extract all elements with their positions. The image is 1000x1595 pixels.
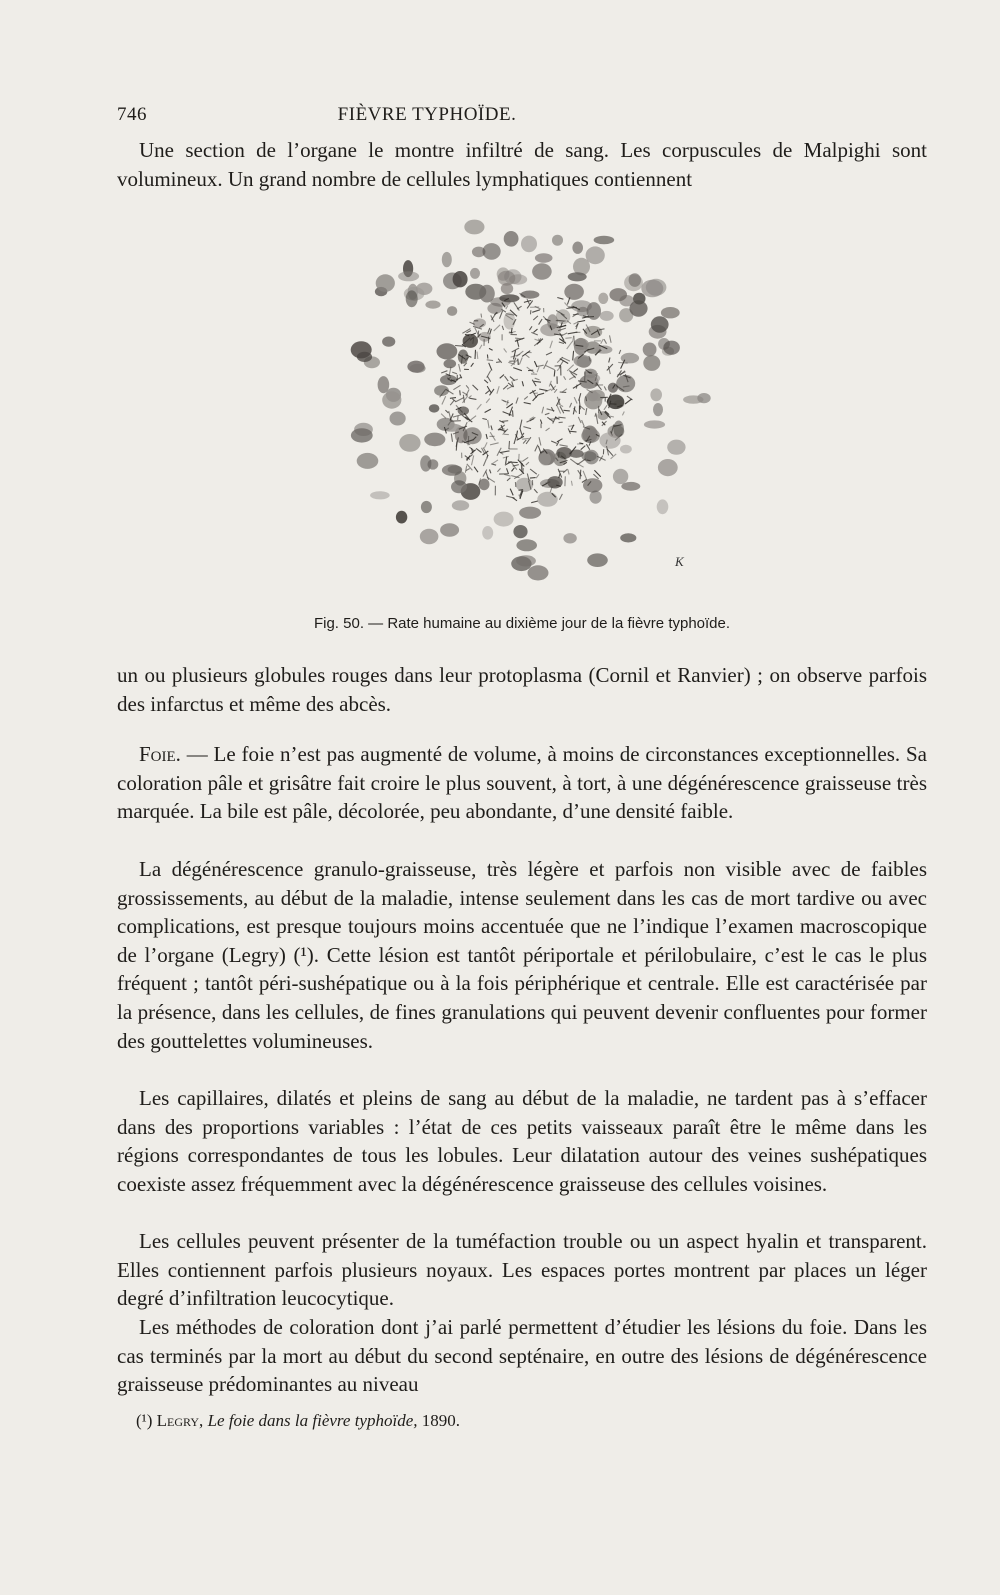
footnote-marker: (¹) [136, 1411, 153, 1430]
lymph-cell-mark [498, 271, 516, 286]
bacillus-rod-mark [513, 368, 522, 371]
running-title: FIÈVRE TYPHOÏDE. [337, 104, 517, 125]
bacillus-rod-mark [489, 363, 492, 371]
lymph-cell-mark [520, 291, 539, 299]
bacillus-rod-mark [516, 398, 518, 404]
bacillus-rod-mark [576, 385, 577, 389]
bacillus-rod-mark [582, 420, 585, 426]
bacillus-rod-mark [450, 400, 454, 405]
bacillus-rod-mark [607, 364, 613, 371]
lymph-cell-mark [620, 533, 636, 542]
bacillus-rod-mark [488, 376, 491, 381]
lymph-cell-mark [511, 556, 531, 571]
lymph-cell-mark [370, 491, 390, 499]
bacillus-rod-mark [455, 398, 464, 402]
bacillus-rod-mark [534, 489, 537, 493]
bacillus-rod-mark [466, 385, 469, 388]
lymph-cell-mark [598, 293, 608, 304]
lymph-cell-mark [643, 343, 657, 357]
bacillus-rod-mark [559, 452, 560, 458]
bacillus-rod-mark [565, 338, 571, 339]
bacillus-rod-mark [452, 372, 457, 374]
lymph-cell-mark [376, 274, 395, 292]
bacillus-rod-mark [487, 355, 488, 359]
bacillus-rod-mark [560, 445, 568, 447]
lymph-cell-mark [587, 553, 608, 567]
lymph-cell-mark [382, 337, 395, 347]
bacillus-rod-mark [504, 474, 510, 476]
bacillus-rod-mark [574, 397, 577, 403]
lymph-cell-mark [452, 500, 469, 510]
bacillus-rod-mark [486, 434, 487, 439]
lymph-cell-mark [650, 388, 662, 401]
bacillus-rod-mark [455, 346, 464, 347]
bacillus-rod-mark [564, 410, 570, 411]
lymph-cell-mark [661, 307, 680, 318]
bacillus-rod-mark [540, 420, 542, 424]
bacillus-rod-mark [586, 408, 587, 415]
bacillus-rod-mark [536, 365, 544, 367]
bacillus-rod-mark [519, 357, 522, 364]
bacillus-rod-mark [451, 434, 452, 442]
bacillus-rod-mark [539, 319, 543, 325]
bacillus-rod-mark [551, 407, 553, 412]
bacillus-rod-mark [520, 428, 522, 435]
lymph-cell-mark [552, 235, 563, 246]
bacillus-rod-mark [488, 328, 490, 334]
lymph-cell-mark [386, 388, 401, 402]
bacillus-rod-mark [523, 440, 526, 444]
bacillus-rod-mark [531, 501, 538, 503]
footnote [136, 1411, 460, 1431]
lymph-cell-mark [521, 236, 537, 253]
bacillus-rod-mark [529, 326, 532, 330]
bacillus-rod-mark [469, 416, 477, 422]
lymph-cell-mark [425, 301, 440, 309]
bacillus-rod-mark [551, 441, 557, 443]
bacillus-rod-mark [484, 442, 487, 448]
bacillus-rod-mark [451, 421, 461, 422]
bacillus-rod-mark [441, 414, 446, 419]
lymph-cell-mark [653, 403, 663, 416]
bacillus-rod-mark [453, 385, 460, 389]
bacillus-rod-mark [496, 362, 500, 363]
bacillus-rod-mark [574, 369, 578, 372]
lymph-cell-mark [586, 246, 605, 264]
bacillus-rod-mark [593, 474, 598, 479]
engraver-signature: K [675, 554, 684, 569]
lymph-cell-mark [470, 268, 480, 279]
bacillus-rod-mark [510, 489, 513, 496]
bacillus-rod-mark [490, 329, 492, 335]
lymph-cell-mark [657, 499, 669, 514]
bacillus-rod-mark [481, 314, 482, 318]
lymph-cell-mark [378, 376, 390, 393]
bacillus-rod-mark [550, 341, 553, 349]
bacillus-rod-mark [512, 468, 515, 472]
bacillus-rod-mark [559, 361, 563, 368]
bacillus-rod-mark [502, 326, 503, 330]
bacillus-rod-mark [539, 389, 547, 391]
bacillus-rod-mark [534, 393, 538, 394]
bacillus-rod-mark [497, 448, 501, 456]
bacillus-rod-mark [474, 467, 478, 473]
bacillus-rod-mark [468, 396, 471, 399]
bacillus-rod-mark [534, 381, 541, 382]
bacillus-rod-mark [622, 412, 624, 416]
bacillus-rod-mark [544, 361, 548, 369]
bacillus-rod-mark [522, 438, 529, 439]
bacillus-rod-mark [471, 363, 474, 367]
bacillus-rod-mark [539, 393, 544, 395]
section-label-liver: Foie. [139, 742, 181, 766]
bacillus-rod-mark [570, 403, 572, 408]
bacillus-rod-mark [578, 459, 586, 465]
lymph-cell-mark [464, 220, 484, 235]
bacillus-rod-mark [535, 378, 540, 380]
bacillus-rod-mark [573, 314, 579, 315]
bacillus-rod-mark [530, 478, 536, 479]
lymph-cell-mark [453, 271, 468, 287]
bacillus-rod-mark [546, 428, 550, 431]
lymph-cell-mark [573, 338, 588, 350]
bacillus-rod-mark [604, 339, 607, 344]
bacillus-rod-mark [531, 332, 537, 335]
bacillus-rod-mark [484, 380, 488, 383]
lymph-cell-mark [563, 533, 576, 543]
lymph-cell-mark [535, 253, 553, 263]
lymph-cell-mark [643, 355, 660, 371]
lymph-cell-mark [420, 529, 439, 544]
bacillus-rod-mark [569, 431, 576, 432]
bacillus-rod-mark [507, 478, 510, 481]
bacillus-rod-mark [577, 321, 585, 323]
lymph-cell-mark [399, 434, 420, 452]
bacillus-rod-mark [532, 380, 536, 386]
lymph-cell-mark [351, 341, 372, 358]
bacillus-rod-mark [503, 456, 509, 458]
bacillus-rod-mark [604, 405, 607, 410]
lymph-cell-mark [396, 511, 407, 524]
spleen-microscopy-illustration [335, 218, 715, 590]
lymph-cell-mark [421, 501, 432, 513]
bacillus-rod-mark [442, 396, 446, 404]
bacillus-rod-mark [601, 339, 604, 344]
bacillus-rod-mark [580, 470, 581, 480]
bacillus-rod-mark [596, 383, 602, 390]
lymph-cell-mark [616, 375, 635, 392]
lymph-cell-mark [641, 280, 663, 298]
lymph-cell-mark [390, 412, 406, 426]
bacillus-rod-mark [453, 415, 462, 418]
lymph-cell-mark [351, 428, 373, 442]
paragraph-cells: Les cellules peuvent présenter de la tuméfaction trouble ou un aspect hyalin et transparent. Elles contiennent parfois plusieurs noyaux. Les espaces portes montrent par places un léger degré d’infiltration leucocytique. [117, 1229, 927, 1311]
lymph-cell-mark [444, 359, 457, 368]
bacillus-rod-mark [559, 342, 564, 344]
paragraph-staining: Les méthodes de coloration dont j’ai parlé permettent d’étudier les lésions du foie. Dans les cas terminés par la mort au début du second septénaire, en outre des lésions de dégénérescence graisseuse prédominantes au niveau [117, 1315, 927, 1397]
bacillus-rod-mark [456, 441, 457, 450]
bacillus-rod-mark [502, 421, 508, 422]
bacillus-rod-mark [504, 349, 507, 353]
lymph-cell-mark [513, 525, 527, 538]
bacillus-rod-mark [533, 316, 538, 320]
lymph-cell-mark [407, 361, 424, 373]
bacillus-rod-mark [535, 339, 539, 341]
bacillus-rod-mark [475, 350, 476, 359]
lymph-cell-mark [590, 491, 602, 504]
bacillus-rod-mark [485, 409, 491, 412]
paragraph-liver [117, 740, 927, 826]
lymph-cell-mark [577, 307, 588, 317]
bacillus-rod-mark [483, 459, 486, 466]
bacillus-rod-mark [494, 325, 500, 331]
bacillus-rod-mark [583, 471, 587, 480]
lymph-cell-mark [479, 285, 495, 303]
lymph-cell-mark [429, 404, 440, 412]
footnote-author: Legry, [156, 1411, 204, 1430]
bacillus-rod-mark [578, 417, 581, 423]
lymph-cell-mark [658, 459, 678, 476]
bacillus-rod-mark [485, 390, 489, 393]
bacillus-rod-mark [507, 468, 509, 474]
lymph-cell-mark [564, 284, 584, 300]
lymph-cell-mark [398, 271, 419, 281]
bacillus-rod-mark [521, 461, 522, 470]
lymph-cell-mark [442, 252, 452, 267]
lymph-cell-mark [516, 539, 537, 551]
bacillus-rod-mark [460, 390, 461, 395]
bacillus-rod-mark [522, 457, 528, 461]
bacillus-rod-mark [545, 413, 550, 415]
bacillus-rod-mark [487, 360, 493, 361]
spleen-microscopy-figure [335, 218, 715, 590]
footnote-title: Le foie dans la fièvre typhoïde, [207, 1411, 418, 1430]
bacillus-rod-mark [445, 410, 448, 413]
bacillus-rod-mark [526, 462, 529, 465]
lymph-cell-mark [620, 445, 632, 454]
lymph-cell-mark [613, 469, 628, 484]
bacillus-rod-mark [570, 459, 578, 465]
bacillus-rod-mark [557, 439, 563, 442]
paragraph-capillaries: Les capillaires, dilatés et pleins de sang au début de la maladie, ne tardent pas à s’effacer dans des proportions variables : l’état de ces petits vaisseaux paraît être le même dans les régions correspondantes de tous les lobules. Leur dilatation autour des veines sushépatiques coexiste assez fréquemment avec la dégénérescence graisseuse des cellules voisines. [117, 1086, 927, 1196]
bacillus-rod-mark [574, 322, 578, 324]
bacillus-rod-mark [537, 367, 539, 372]
bacillus-rod-mark [619, 350, 621, 354]
lymph-cell-mark [532, 263, 552, 280]
bacillus-rod-mark [477, 352, 478, 359]
lymph-cell-mark [424, 433, 445, 447]
bacillus-rod-mark [488, 420, 489, 428]
bacillus-rod-mark [490, 470, 491, 474]
bacillus-rod-mark [610, 335, 612, 342]
bacillus-rod-mark [524, 403, 531, 404]
bacillus-rod-mark [581, 446, 586, 450]
bacillus-rod-mark [491, 426, 492, 431]
lymph-cell-mark [537, 492, 557, 507]
bacillus-rod-mark [524, 396, 528, 399]
lymph-cell-mark [572, 242, 583, 254]
paragraph-spleen-continued: un ou plusieurs globules rouges dans leur protoplasma (Cornil et Ranvier) ; on observe parfois des infarctus et même des abcès. [117, 663, 927, 716]
lymph-cell-mark [483, 243, 501, 260]
bacillus-rod-mark [514, 436, 516, 444]
footnote-year: 1890. [421, 1411, 460, 1430]
lymph-cell-mark [440, 523, 459, 536]
bacillus-rod-mark [486, 399, 490, 403]
bacillus-rod-mark [497, 468, 500, 471]
bacillus-rod-mark [522, 381, 523, 386]
lymph-cell-mark [584, 326, 602, 338]
bacillus-rod-mark [595, 413, 596, 417]
bacillus-rod-mark [564, 376, 566, 380]
bacillus-rod-mark [525, 355, 529, 358]
bacillus-rod-mark [506, 496, 514, 498]
bacillus-rod-mark [497, 386, 499, 394]
bacillus-rod-mark [458, 416, 459, 420]
bacillus-rod-mark [534, 361, 537, 367]
lymph-cell-mark [528, 565, 549, 580]
bacillus-rod-mark [500, 451, 509, 453]
bacillus-rod-mark [535, 445, 538, 452]
bacillus-rod-mark [557, 298, 563, 300]
bacillus-rod-mark [536, 474, 539, 478]
bacillus-rod-mark [487, 371, 491, 378]
paragraph-liver-text: — Le foie n’est pas augmenté de volume, à moins de circonstances exceptionnelles. Sa coloration pâle et grisâtre fait croire le plus souvent, à tort, à une dégénérescence graisseuse très marquée. La bile est pâle, décolorée, peu abondante, d’une densité faible. [117, 742, 927, 824]
bacillus-rod-mark [459, 364, 461, 372]
lymph-cell-mark [357, 453, 379, 469]
bacillus-rod-mark [563, 333, 567, 335]
bacillus-rod-mark [559, 494, 562, 500]
bacillus-rod-mark [557, 442, 560, 446]
bacillus-rod-mark [539, 437, 541, 445]
bacillus-rod-mark [487, 455, 488, 459]
bacillus-rod-mark [505, 376, 509, 381]
bacillus-rod-mark [514, 302, 520, 310]
bacillus-rod-mark [490, 443, 499, 445]
bacillus-rod-mark [489, 348, 493, 350]
lymph-cell-mark [494, 512, 514, 527]
bacillus-rod-mark [532, 310, 540, 313]
bacillus-rod-mark [586, 317, 594, 318]
bacillus-rod-mark [554, 370, 555, 376]
bacillus-rod-mark [571, 481, 572, 486]
bacillus-rod-mark [554, 389, 557, 393]
bacillus-rod-mark [491, 464, 496, 465]
lymph-cell-mark [683, 395, 703, 403]
lymph-cell-mark [487, 303, 502, 314]
bacillus-rod-mark [472, 456, 474, 466]
lymph-cell-mark [482, 526, 493, 540]
bacillus-rod-mark [469, 398, 476, 399]
bacillus-rod-mark [542, 407, 544, 414]
lymph-cell-mark [663, 341, 680, 355]
bacillus-rod-mark [482, 419, 487, 420]
bacillus-rod-mark [450, 398, 456, 399]
bacillus-rod-mark [511, 354, 521, 357]
lymph-cell-mark [406, 290, 418, 307]
bacillus-rod-mark [500, 375, 504, 379]
bacillus-rod-mark [477, 404, 482, 409]
lymph-cell-mark [629, 273, 641, 287]
page-number: 746 [117, 104, 147, 125]
bacillus-rod-mark [520, 420, 522, 429]
bacillus-rod-mark [627, 396, 633, 400]
bacillus-rod-mark [567, 342, 573, 349]
lymph-cell-mark [499, 294, 519, 302]
bacillus-rod-mark [609, 358, 610, 363]
bacillus-rod-mark [473, 385, 479, 390]
bacillus-rod-mark [530, 469, 537, 474]
paragraph-spleen-section: Une section de l’organe le montre infiltré de sang. Les corpuscules de Malpighi sont volumineux. Un grand nombre de cellules lymphatiques contiennent [117, 138, 927, 191]
bacillus-rod-mark [513, 410, 514, 417]
bacillus-rod-mark [573, 351, 574, 361]
lymph-cell-mark [667, 440, 685, 455]
lymph-cell-mark [437, 343, 458, 359]
bacillus-rod-mark [546, 366, 555, 370]
lymph-cell-mark [447, 306, 457, 316]
bacillus-rod-mark [508, 462, 518, 463]
lymph-cell-mark [584, 450, 598, 465]
bacillus-rod-mark [509, 441, 510, 449]
lymph-cell-mark [539, 452, 551, 465]
lymph-cell-mark [651, 316, 669, 332]
figure-caption: Fig. 50. — Rate humaine au dixième jour de la fièvre typhoïde. [313, 615, 731, 632]
lymph-cell-mark [519, 507, 541, 519]
bacillus-rod-mark [480, 345, 482, 349]
lymph-cell-mark [504, 231, 519, 247]
lymph-cell-mark [569, 450, 584, 458]
bacillus-rod-mark [585, 372, 586, 382]
lymph-cell-mark [420, 455, 431, 471]
bacillus-rod-mark [493, 460, 499, 464]
paragraph-degeneration: La dégénérescence granulo-graisseuse, très légère et parfois non visible avec de faibles grossissements, au début de la maladie, intense seulement dans les cas de mort tardive ou avec complications, est presque toujours moins accentuée que ne l’indique l’examen macroscopique de l’organe (Legry) (¹). Cette lésion est tantôt périportale et périlobulaire, c’est le cas le plus fréquent ; tantôt péri-sushépatique ou à la fois périphérique et centrale. Elle est caractérisée par la présence, dans les cellules, de fines granulations qui peuvent devenir confluentes pour former des gouttelettes volumineuses. [117, 857, 927, 1053]
bacillus-rod-mark [465, 466, 466, 473]
lymph-cell-mark [644, 420, 665, 428]
bacillus-rod-mark [559, 473, 561, 478]
lymph-cell-mark [600, 311, 614, 321]
bacillus-rod-mark [534, 329, 538, 332]
bacillus-rod-mark [506, 306, 508, 310]
lymph-cell-mark [573, 258, 590, 276]
bacillus-rod-mark [558, 417, 565, 418]
bacillus-rod-mark [507, 386, 512, 389]
bacillus-rod-mark [604, 386, 606, 390]
bacillus-rod-mark [567, 365, 574, 371]
bacillus-rod-mark [523, 427, 531, 429]
lymph-cell-mark [448, 465, 463, 473]
bacillus-rod-mark [546, 352, 552, 355]
bacillus-rod-mark [573, 336, 574, 342]
bacillus-rod-mark [476, 448, 481, 452]
bacillus-rod-mark [518, 359, 519, 365]
lymph-cell-mark [633, 293, 645, 305]
bacillus-rod-mark [441, 371, 447, 373]
bacillus-rod-mark [625, 399, 632, 404]
lymph-cell-mark [458, 350, 469, 364]
bacillus-rod-mark [568, 470, 569, 475]
lymph-cell-mark [594, 236, 615, 245]
